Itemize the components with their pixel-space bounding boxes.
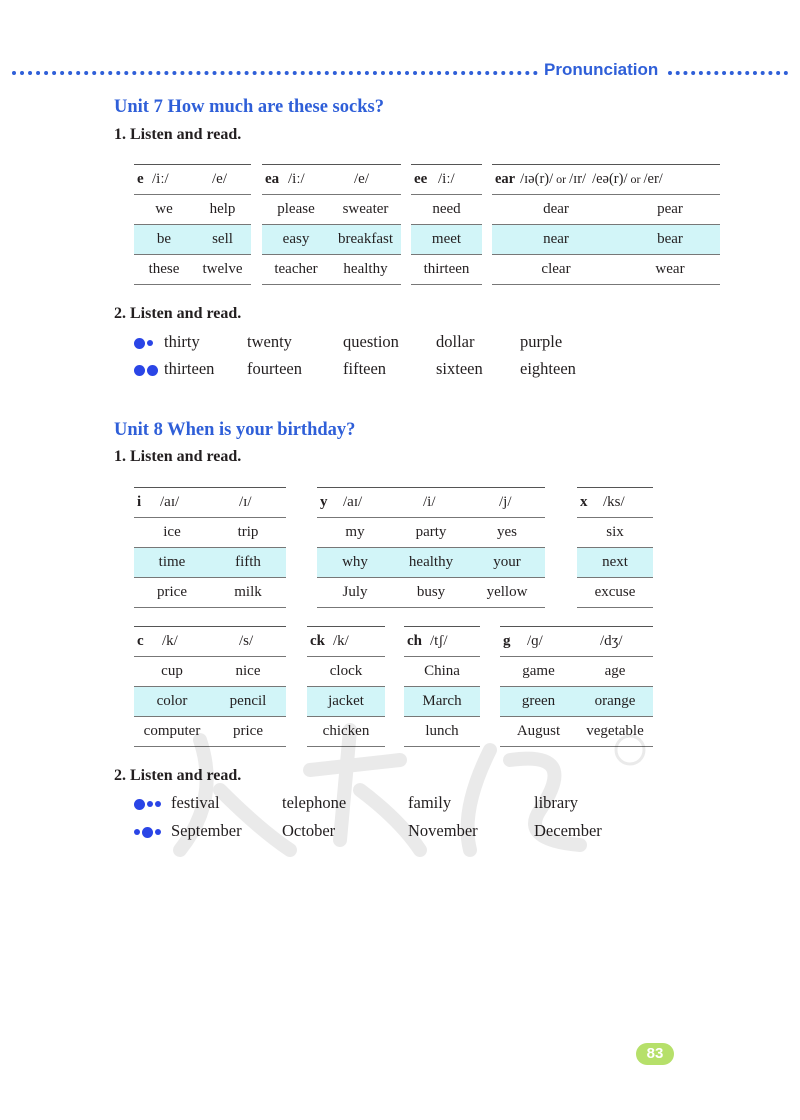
stress-pattern-icon [134, 332, 155, 354]
phoneme: /dʒ/ [600, 633, 623, 649]
table-row [134, 687, 286, 717]
word-cell: clock [329, 663, 363, 679]
phoneme: /iː/ [438, 171, 455, 187]
word-cell: fifth [235, 554, 261, 570]
phoneme: /i/ [423, 494, 436, 510]
word: November [408, 821, 478, 840]
word-cell: jacket [328, 693, 364, 709]
word-cell: ice [163, 524, 181, 540]
table-letters: e [137, 171, 144, 187]
word-cell: computer [143, 723, 201, 739]
word: eighteen [520, 359, 576, 378]
table-row [134, 195, 251, 225]
unit7-section2-label: 2. Listen and read. [114, 305, 242, 322]
word-cell: wear [655, 261, 685, 277]
table-letters: ear [495, 171, 516, 187]
table-row [262, 195, 401, 225]
phoneme: /s/ [239, 633, 254, 649]
table-letters: ck [310, 633, 325, 649]
word-cell: game [522, 663, 555, 679]
table-row [307, 687, 385, 717]
word-cell: why [342, 554, 368, 570]
phonics-table-i [134, 487, 286, 608]
stress-word-row [134, 359, 634, 381]
word-cell: August [516, 723, 561, 739]
word-cell: bear [657, 231, 683, 247]
word-cell: yellow [486, 584, 528, 600]
word: question [343, 332, 399, 351]
word-cell: meet [431, 231, 462, 247]
word: family [408, 793, 452, 812]
word: October [282, 821, 336, 840]
word-cell: these [148, 261, 180, 277]
table-row [262, 255, 401, 285]
table-row [411, 255, 482, 285]
stress-word-row [134, 332, 634, 354]
word-cell: breakfast [338, 231, 393, 247]
table-row [577, 578, 653, 608]
publisher-watermark-logo [160, 720, 660, 860]
table-row [134, 225, 251, 255]
table-row [317, 548, 545, 578]
word: purple [520, 332, 563, 351]
table-row [492, 195, 720, 225]
table-row [411, 195, 482, 225]
table-row [134, 255, 251, 285]
word-cell: sell [212, 231, 233, 247]
word-cell: clear [541, 261, 571, 277]
table-letters: ee [414, 171, 428, 187]
word: dollar [436, 332, 475, 351]
table-row [492, 255, 720, 285]
header-dotted-line-left [12, 71, 538, 75]
word-cell: cup [161, 663, 183, 679]
word-cell: yes [497, 524, 517, 540]
table-letters: i [137, 494, 142, 510]
word-cell: my [345, 524, 365, 540]
stress-pattern-icon [134, 821, 163, 843]
word-cell: sweater [342, 201, 389, 217]
word-cell: your [493, 554, 521, 570]
table-row [404, 657, 480, 687]
word-cell: we [155, 201, 173, 217]
word: fifteen [343, 359, 387, 378]
phonics-table-y [317, 487, 545, 608]
table-row [500, 657, 653, 687]
table-row [317, 578, 545, 608]
table-row [134, 578, 286, 608]
phoneme: /aɪ/ [160, 494, 180, 510]
word: December [534, 821, 602, 840]
word-cell: green [521, 693, 556, 709]
word-cell: lunch [425, 723, 459, 739]
table-row [500, 687, 653, 717]
table-letters: g [503, 633, 511, 649]
table-row [134, 657, 286, 687]
word-cell: age [604, 663, 626, 679]
word-cell: milk [234, 584, 262, 600]
word-cell: pear [657, 201, 683, 217]
phoneme: /er/ [643, 171, 663, 187]
table-row [411, 225, 482, 255]
table-row [307, 657, 385, 687]
word-cell: need [432, 201, 461, 217]
word-cell: dear [543, 201, 569, 217]
word-cell: be [156, 231, 172, 247]
word: September [171, 821, 242, 840]
phoneme: /k/ [162, 633, 178, 649]
phonics-table-e [134, 164, 251, 285]
or-text: or [630, 172, 641, 186]
word-cell: busy [416, 584, 446, 600]
word: festival [171, 793, 220, 812]
word-cell: twelve [202, 261, 243, 277]
word-cell: please [277, 201, 315, 217]
phoneme: /e/ [212, 171, 227, 187]
table-row [317, 518, 545, 548]
word-cell: six [606, 524, 624, 540]
phoneme: /aɪ/ [343, 494, 363, 510]
table-row [492, 225, 720, 255]
table-row [134, 518, 286, 548]
word: telephone [282, 793, 347, 812]
table-row [577, 548, 653, 578]
phoneme: /ks/ [603, 494, 625, 510]
word: library [534, 793, 578, 812]
phoneme: /ɪə(r)/ [520, 171, 554, 187]
unit7-section1-label: 1. Listen and read. [114, 126, 242, 143]
word-cell: excuse [594, 584, 636, 600]
word-cell: trip [237, 524, 259, 540]
word-cell: price [157, 584, 187, 600]
word-cell: July [342, 584, 368, 600]
phoneme: /j/ [499, 494, 512, 510]
word-cell: healthy [343, 261, 388, 277]
unit8-title: Unit 8 When is your birthday? [114, 420, 356, 440]
table-row [134, 548, 286, 578]
header-dotted-line-right [668, 71, 788, 75]
table-letters: ea [265, 171, 280, 187]
table-letters: ch [407, 633, 422, 649]
stress-pattern-icon [134, 793, 163, 815]
phoneme: /tʃ/ [430, 633, 448, 649]
phoneme: /ɡ/ [527, 633, 543, 649]
phoneme: /e/ [354, 171, 369, 187]
phoneme: /ɪr/ [569, 171, 587, 187]
phoneme: /k/ [333, 633, 349, 649]
phonics-table-ea [262, 164, 401, 285]
word-cell: teacher [274, 261, 318, 277]
word-cell: party [415, 524, 447, 540]
phoneme: /eə(r)/ [592, 171, 628, 187]
word-cell: chicken [322, 723, 370, 739]
phonics-table-ee [411, 164, 482, 285]
word-cell: healthy [408, 554, 454, 570]
word-cell: China [424, 663, 460, 679]
section-header-title: Pronunciation [544, 60, 659, 79]
word-cell: price [233, 723, 263, 739]
word-cell: thirteen [423, 261, 470, 277]
word-cell: easy [282, 231, 310, 247]
unit8-section1-label: 1. Listen and read. [114, 448, 242, 465]
word: fourteen [247, 359, 302, 378]
word-cell: pencil [229, 693, 267, 709]
word: sixteen [436, 359, 483, 378]
stress-pattern-icon [134, 359, 160, 381]
unit8-section2-label: 2. Listen and read. [114, 767, 242, 784]
word-cell: help [209, 201, 236, 217]
phonics-table-ear [492, 164, 720, 285]
word-cell: time [158, 554, 186, 570]
table-letters: y [320, 494, 328, 510]
word: thirteen [164, 359, 215, 378]
word: thirty [164, 332, 200, 351]
word-cell: vegetable [586, 723, 644, 739]
unit7-title: Unit 7 How much are these socks? [114, 97, 384, 117]
phoneme: /iː/ [152, 171, 169, 187]
table-letters: x [580, 494, 588, 510]
phonics-table-x [577, 487, 653, 608]
table-row [262, 225, 401, 255]
table-row [404, 687, 480, 717]
word-cell: orange [594, 693, 636, 709]
table-letters: c [137, 633, 144, 649]
or-text: or [556, 172, 567, 186]
phoneme: /iː/ [288, 171, 305, 187]
word-cell: near [543, 231, 569, 247]
word: twenty [247, 332, 292, 351]
word-cell: next [602, 554, 628, 570]
phoneme: /ɪ/ [239, 494, 252, 510]
word-cell: nice [235, 663, 261, 679]
page-number-badge: 83 [636, 1043, 674, 1065]
word-cell: March [422, 693, 462, 709]
word-cell: color [156, 693, 188, 709]
table-row [577, 518, 653, 548]
